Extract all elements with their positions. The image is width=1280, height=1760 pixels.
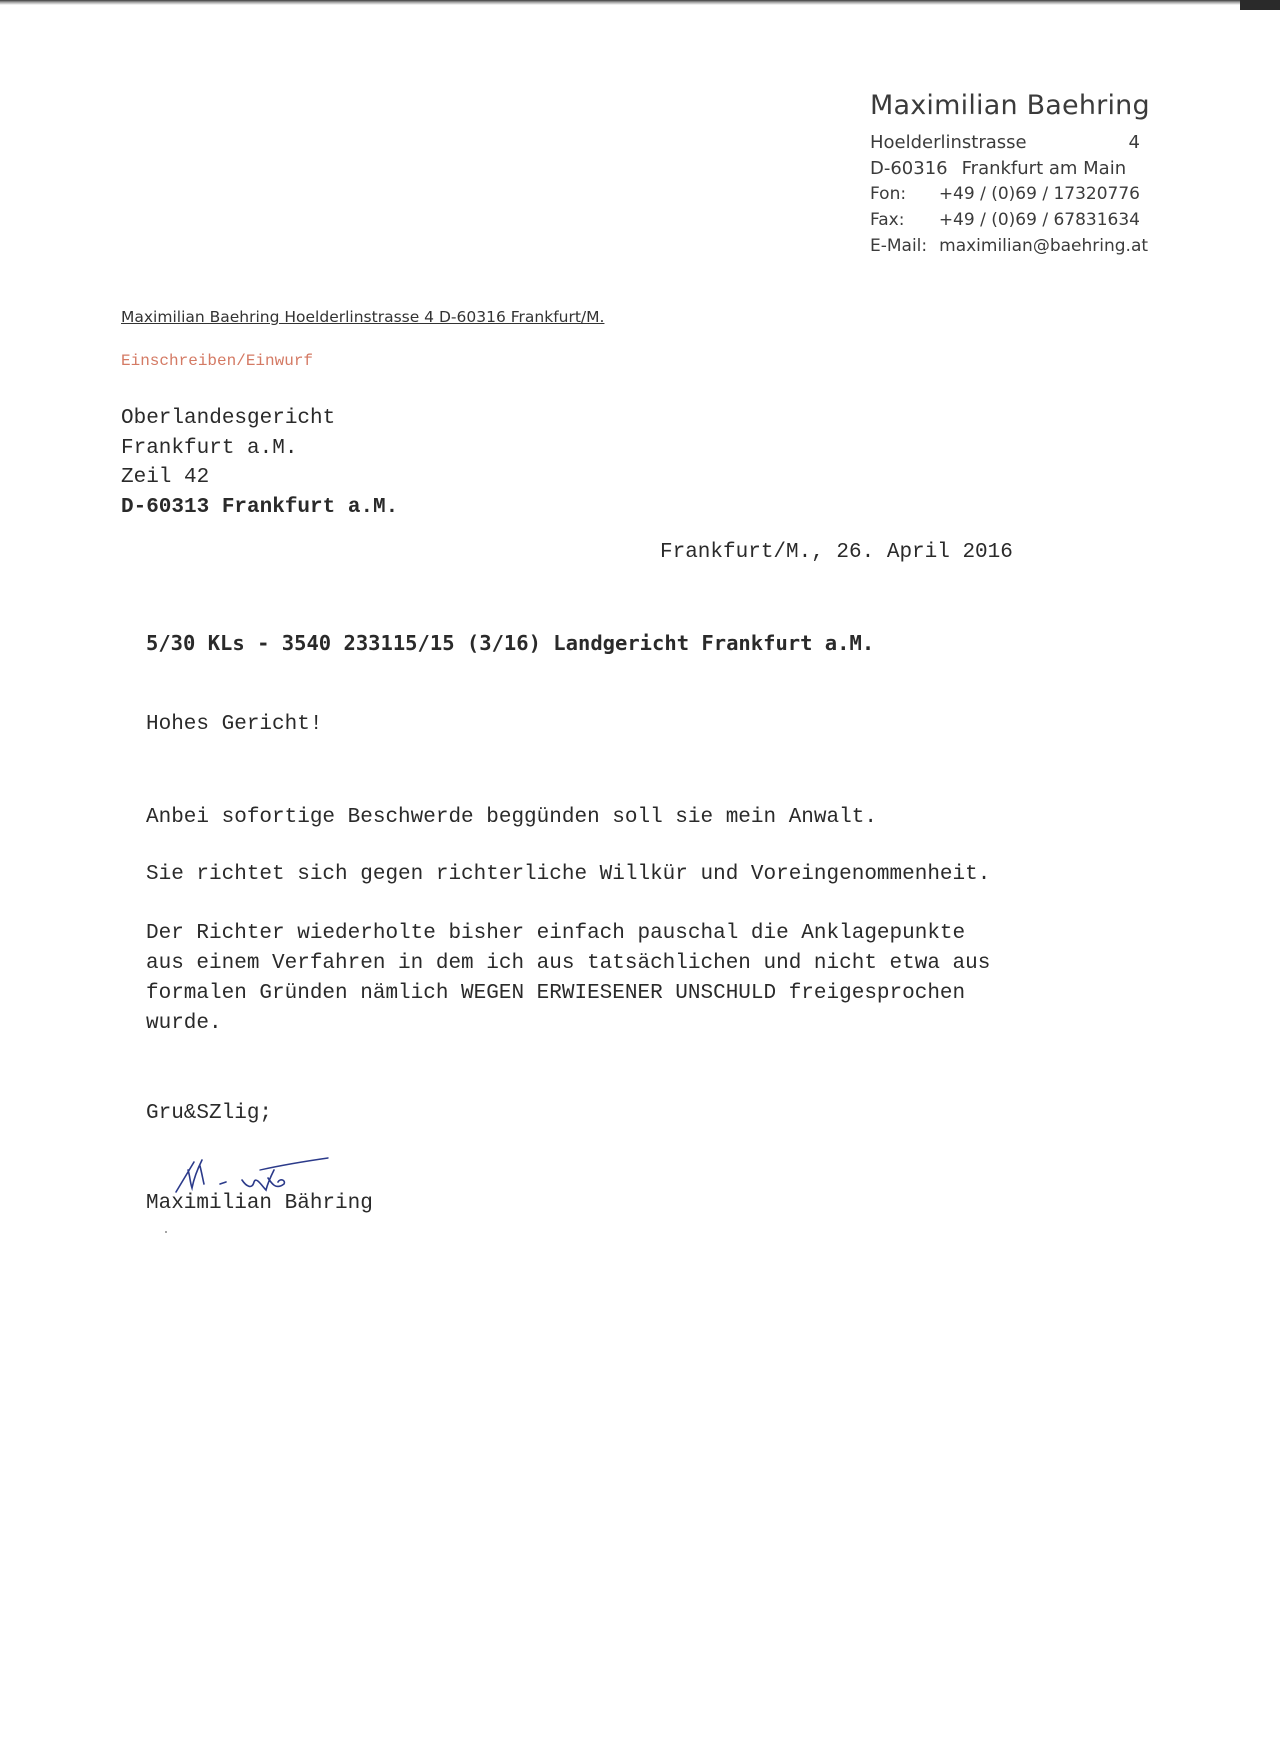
paragraph-line: wurde. [146, 1012, 222, 1035]
delivery-method-note: Einschreiben/Einwurf [121, 352, 314, 370]
recipient-line: Oberlandesgericht [121, 407, 336, 430]
paragraph-line: formalen Gründen nämlich WEGEN ERWIESENER UNSCHULD freigesprochen [146, 982, 966, 1005]
salutation: Hohes Gericht! [146, 713, 323, 736]
case-reference: 5/30 KLs - 3540 233115/15 (3/16) Landgericht Frankfurt a.M. [146, 631, 875, 655]
body-paragraph: Sie richtet sich gegen richterliche Willkür und Voreingenommenheit. [146, 863, 991, 886]
sender-fax-label: Fax: [870, 210, 905, 230]
sender-phone: +49 / (0)69 / 17320776 [938, 184, 1140, 204]
sender-street-row [870, 129, 1140, 155]
sender-street: Hoelderlinstrasse [870, 131, 1027, 153]
sender-email-label: E-Mail: [870, 236, 928, 256]
page-corner-mark [1240, 0, 1280, 10]
letter-date: Frankfurt/M., 26. April 2016 [660, 541, 1013, 564]
signer-name: Maximilian Bähring [146, 1192, 373, 1215]
sender-name: Maximilian Baehring [870, 90, 1150, 121]
paragraph-line: Der Richter wiederholte bisher einfach pauschal die Anklagepunkte [146, 922, 966, 945]
sender-email: maximilian@baehring.at [939, 236, 1149, 256]
sender-letterhead [870, 90, 1150, 259]
recipient-address [121, 404, 398, 522]
page-top-edge [0, 0, 1280, 5]
scan-speck [165, 1231, 167, 1233]
body-paragraph: Anbei sofortige Beschwerde beggünden soll sie mein Anwalt. [146, 806, 877, 829]
sender-house-number: 4 [1128, 131, 1140, 153]
body-paragraph [146, 919, 1126, 1039]
recipient-line: Frankfurt a.M. [121, 436, 298, 460]
return-address-line: Maximilian Baehring Hoelderlinstrasse 4 D-60316 Frankfurt/M. [121, 308, 605, 326]
paragraph-line: aus einem Verfahren in dem ich aus tatsächlichen und nicht etwa aus [146, 952, 991, 975]
sender-city: Frankfurt am Main [961, 157, 1127, 179]
recipient-line: Zeil 42 [121, 466, 210, 489]
sender-fax: +49 / (0)69 / 67831634 [938, 210, 1140, 230]
closing-greeting: Gru&SZlig; [146, 1102, 273, 1125]
sender-email-row [870, 233, 1149, 259]
sender-postcode: D-60316 [870, 157, 948, 179]
handwritten-signature [168, 1148, 348, 1198]
sender-city-row [870, 155, 1140, 181]
sender-phone-label: Fon: [870, 184, 907, 204]
recipient-line: D-60313 Frankfurt a.M. [121, 495, 399, 519]
sender-phone-row [870, 181, 1140, 207]
sender-fax-row [870, 207, 1140, 233]
